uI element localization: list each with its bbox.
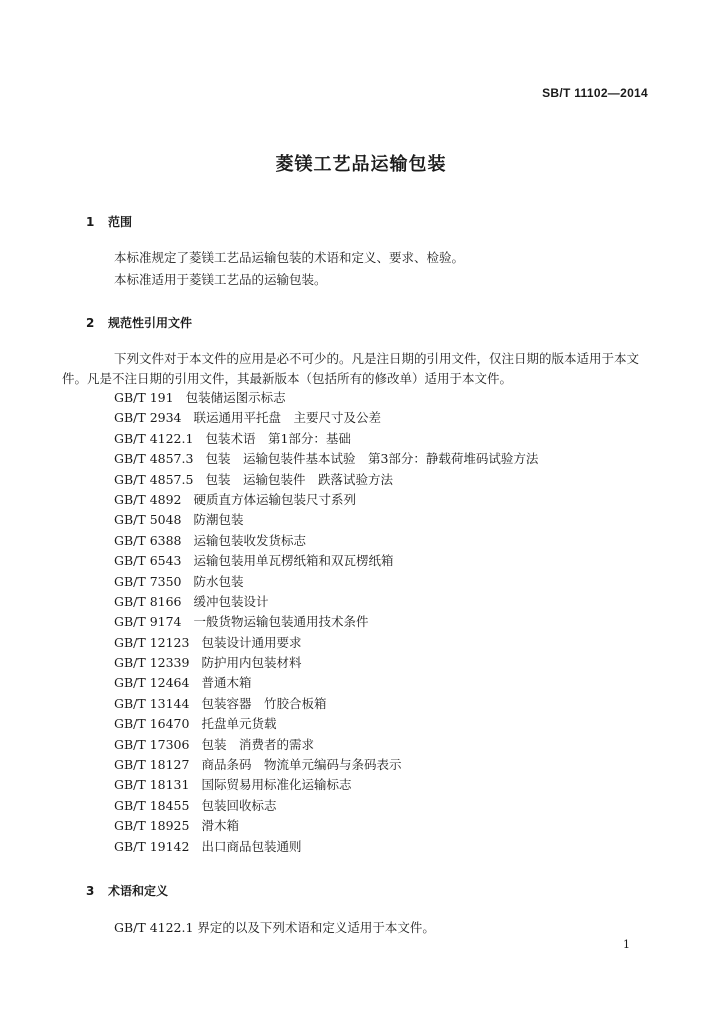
standard-code: SB/T 11102—2014 xyxy=(542,86,648,100)
reference-code: GB/T 19142 xyxy=(114,838,190,854)
reference-item xyxy=(114,837,538,857)
reference-code: GB/T 7350 xyxy=(114,573,182,589)
reference-item xyxy=(114,816,538,836)
reference-code: GB/T 4857.3 xyxy=(114,451,194,467)
references-intro: 下列文件对于本文件的应用是必不可少的。凡是注日期的引用文件，仅注日期的版本适用于本文件。凡是不注日期的引用文件，其最新版本（包括所有的修改单）适用于本文件。 xyxy=(62,351,640,386)
reference-code: GB/T 12464 xyxy=(114,675,190,691)
reference-code: GB/T 12123 xyxy=(114,634,190,650)
reference-title: 包装设计通用要求 xyxy=(201,634,302,650)
reference-code: GB/T 191 xyxy=(114,390,174,405)
scope-paragraph-1: 本标准规定了菱镁工艺品运输包装的术语和定义、要求、检验。 xyxy=(114,250,465,265)
reference-code: GB/T 18127 xyxy=(114,757,190,773)
section-number: 1 xyxy=(86,215,95,229)
reference-code: GB/T 18131 xyxy=(114,777,190,793)
reference-code: GB/T 4857.5 xyxy=(114,471,194,487)
reference-item xyxy=(114,694,538,714)
reference-title: 包装容器 竹胶合板箱 xyxy=(201,695,327,711)
normative-reference-list xyxy=(114,388,538,857)
reference-code: GB/T 5048 xyxy=(114,512,182,528)
reference-title: 包装回收标志 xyxy=(201,797,277,813)
reference-title: 出口商品包装通则 xyxy=(201,838,302,854)
reference-item xyxy=(114,408,538,428)
reference-code: GB/T 13144 xyxy=(114,695,190,711)
reference-item xyxy=(114,653,538,673)
reference-title: 一般货物运输包装通用技术条件 xyxy=(193,614,369,630)
reference-title: 包装 运输包装件 跌落试验方法 xyxy=(205,471,393,487)
reference-item xyxy=(114,572,538,592)
reference-code: GB/T 6388 xyxy=(114,532,182,548)
reference-code: GB/T 4122.1 xyxy=(114,430,194,446)
document-title: 菱镁工艺品运输包装 xyxy=(275,154,447,175)
section-title: 术语和定义 xyxy=(108,884,169,898)
reference-title: 托盘单元货载 xyxy=(201,716,277,732)
reference-code: GB/T 9174 xyxy=(114,614,182,630)
reference-title: 运输包装用单瓦楞纸箱和双瓦楞纸箱 xyxy=(193,553,394,569)
reference-item xyxy=(114,755,538,775)
reference-title: 缓冲包装设计 xyxy=(193,593,269,609)
reference-item xyxy=(114,429,538,449)
reference-title: 国际贸易用标准化运输标志 xyxy=(201,777,352,793)
reference-code: GB/T 12339 xyxy=(114,655,190,671)
terms-paragraph: GB/T 4122.1 界定的以及下列术语和定义适用于本文件。 xyxy=(114,920,435,935)
reference-item xyxy=(114,714,538,734)
reference-title: 防水包装 xyxy=(193,573,244,589)
reference-item xyxy=(114,449,538,469)
reference-code: GB/T 18925 xyxy=(114,818,190,834)
reference-title: 联运通用平托盘 主要尺寸及公差 xyxy=(193,410,382,426)
section-2-heading xyxy=(86,314,192,331)
reference-item xyxy=(114,633,538,653)
reference-code: GB/T 8166 xyxy=(114,593,182,609)
reference-item xyxy=(114,592,538,612)
section-number: 2 xyxy=(86,316,95,330)
page-number: 1 xyxy=(623,938,630,951)
reference-item xyxy=(114,775,538,795)
reference-title: 包装术语 第1部分：基础 xyxy=(205,430,351,446)
reference-code: GB/T 6543 xyxy=(114,553,182,569)
scope-paragraph-2: 本标准适用于菱镁工艺品的运输包装。 xyxy=(114,272,327,287)
reference-item xyxy=(114,510,538,530)
reference-item xyxy=(114,531,538,551)
reference-title: 商品条码 物流单元编码与条码表示 xyxy=(201,757,402,773)
reference-code: GB/T 2934 xyxy=(114,410,182,426)
section-1-heading xyxy=(86,213,132,230)
reference-item xyxy=(114,796,538,816)
reference-title: 滑木箱 xyxy=(201,818,239,834)
reference-item xyxy=(114,490,538,510)
reference-title: 普通木箱 xyxy=(201,675,252,691)
reference-item xyxy=(114,735,538,755)
reference-item xyxy=(114,673,538,693)
reference-item xyxy=(114,388,538,408)
reference-code: GB/T 16470 xyxy=(114,716,190,732)
reference-title: 防护用内包装材料 xyxy=(201,655,302,671)
section-title: 范围 xyxy=(108,215,133,229)
reference-item xyxy=(114,551,538,571)
reference-code: GB/T 18455 xyxy=(114,797,190,813)
reference-item xyxy=(114,470,538,490)
reference-title: 防潮包装 xyxy=(193,512,244,528)
reference-title: 包装 消费者的需求 xyxy=(201,736,314,752)
reference-title: 运输包装收发货标志 xyxy=(193,532,307,548)
section-title: 规范性引用文件 xyxy=(108,316,193,330)
reference-item xyxy=(114,612,538,632)
reference-code: GB/T 4892 xyxy=(114,491,182,507)
reference-title: 包装储运图示标志 xyxy=(185,390,286,405)
reference-code: GB/T 17306 xyxy=(114,736,190,752)
reference-title: 硬质直方体运输包装尺寸系列 xyxy=(193,491,357,507)
reference-title: 包装 运输包装件基本试验 第3部分：静载荷堆码试验方法 xyxy=(205,451,539,467)
section-3-heading xyxy=(86,882,168,899)
section-number: 3 xyxy=(86,884,95,898)
